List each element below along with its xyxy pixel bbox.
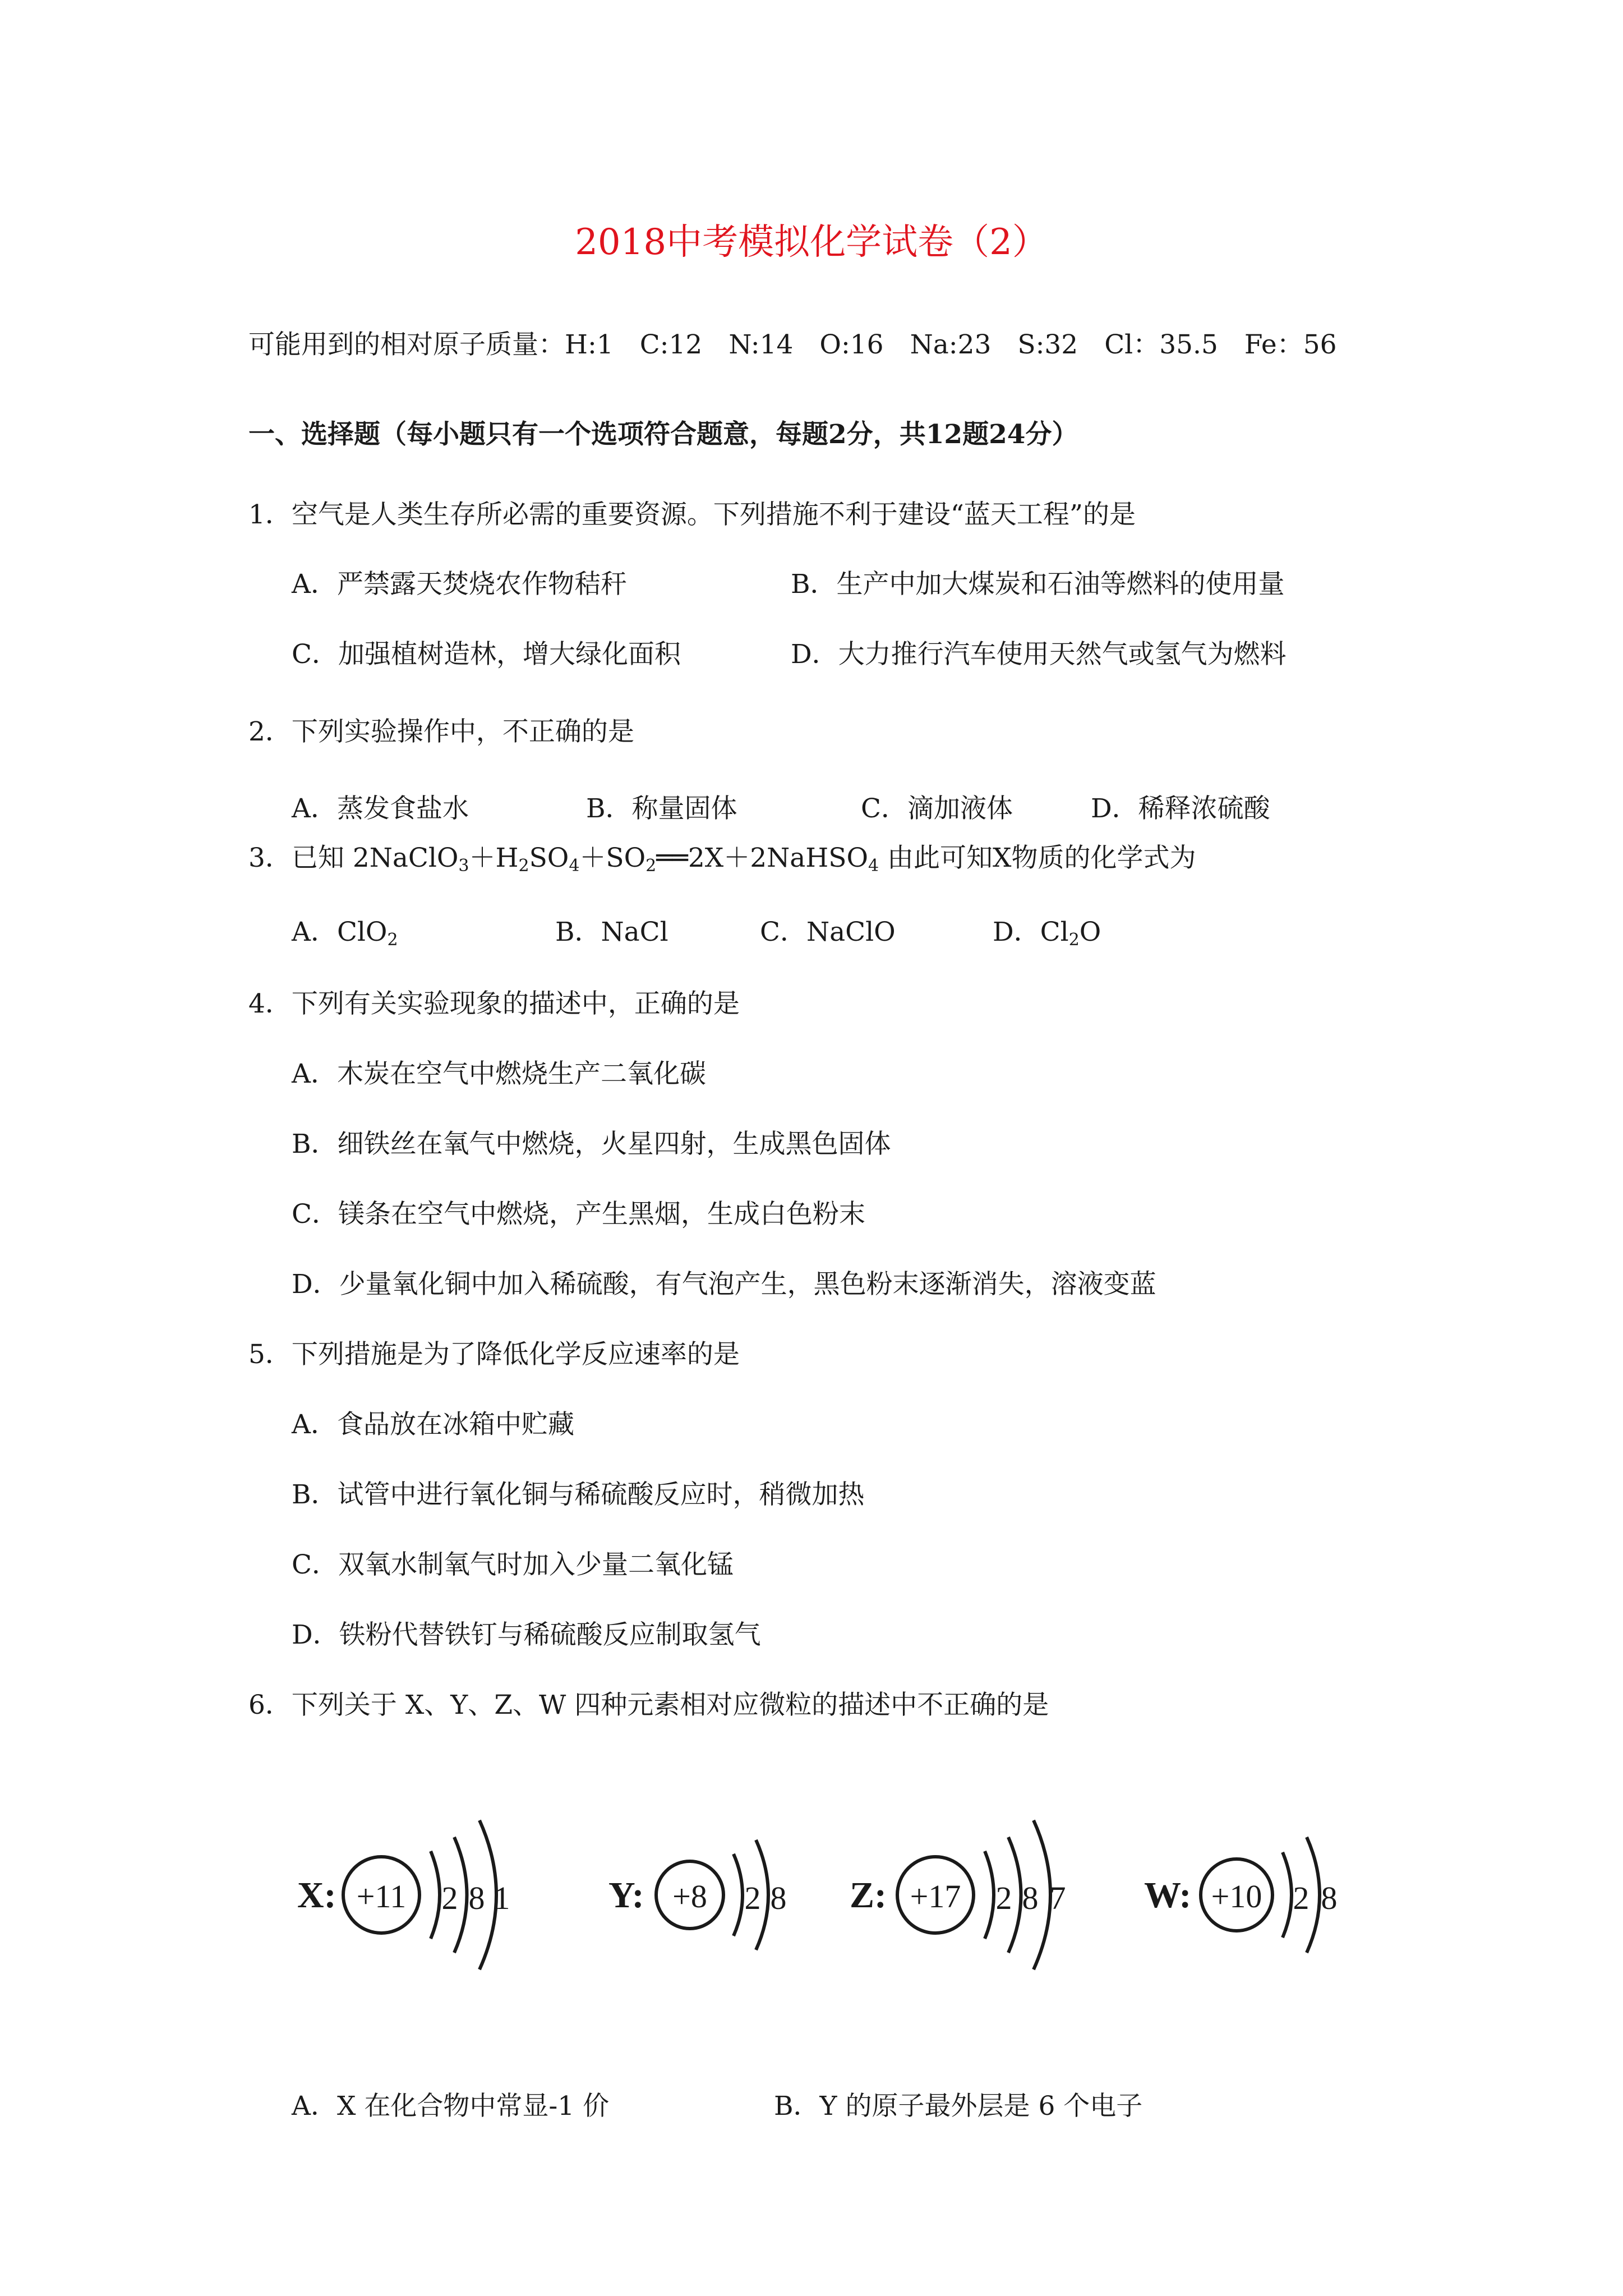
q4-option-c: C．镁条在空气中燃烧，产生黑烟，生成白色粉末: [292, 1199, 865, 1230]
particle-x-shell-2-count: 8: [468, 1880, 485, 1916]
particle-y-diagram: [608, 1840, 787, 1950]
question-6-stem: 6．下列关于 X、Y、Z、W 四种元素相对应微粒的描述中不正确的是: [248, 1690, 1049, 1720]
particle-z-shell-2-count: 8: [1022, 1880, 1039, 1916]
q3-option-c: C．NaClO: [760, 917, 896, 947]
q3-option-a: A．ClO$_2$: [292, 917, 398, 950]
q3-option-b: B．NaCl: [555, 917, 668, 947]
particle-x-shell-arc-1: [431, 1851, 440, 1939]
q5-option-c: C．双氧水制氧气时加入少量二氧化锰: [292, 1549, 734, 1580]
particle-w-nucleus-charge: +10: [1211, 1878, 1262, 1915]
particle-z-nucleus-charge: +17: [910, 1878, 961, 1915]
particle-y-shell-1-count: 2: [744, 1880, 761, 1916]
particle-z-diagram: [850, 1820, 1066, 1970]
q6-option-b: B．Y 的原子最外层是 6 个电子: [774, 2091, 1143, 2122]
particle-y-label: Y:: [608, 1875, 644, 1916]
q4-option-a: A．木炭在空气中燃烧生产二氧化碳: [292, 1059, 706, 1089]
particle-x-label: X:: [297, 1875, 336, 1916]
particle-w-diagram: [1144, 1837, 1338, 1953]
particle-z-label: Z:: [850, 1875, 887, 1916]
particle-z-shell-3-count: 7: [1049, 1880, 1066, 1916]
atomic-structure-diagrams: [297, 1795, 1363, 1986]
section-heading: 一、选择题（每小题只有一个选项符合题意，每题2分，共12题24分）: [248, 419, 1078, 450]
particle-x-diagram: [297, 1820, 510, 1970]
q2-option-b: B．称量固体: [586, 793, 737, 824]
particle-w-shell-1-count: 2: [1293, 1880, 1310, 1916]
q1-option-b: B．生产中加大煤炭和石油等燃料的使用量: [791, 569, 1285, 600]
particle-y-shell-2-count: 8: [770, 1880, 787, 1916]
atomic-masses: 可能用到的相对原子质量：H:1 C:12 N:14 O:16 Na:23 S:32 Cl：35.5 Fe：56: [248, 329, 1337, 360]
q6-option-a: A．X 在化合物中常显-1 价: [292, 2091, 610, 2122]
question-3-stem: 3．已知 $2NaClO_3+H_2SO_4+SO_2══2X+2NaHSO_4$ 由此可知X物质的化学式为: [248, 843, 1196, 876]
question-5-stem: 5．下列措施是为了降低化学反应速率的是: [248, 1339, 740, 1370]
particle-y-nucleus-charge: +8: [672, 1878, 707, 1915]
q2-option-a: A．蒸发食盐水: [292, 793, 469, 824]
particle-w-shell-2-count: 8: [1321, 1880, 1338, 1916]
particle-z-shell-1-count: 2: [995, 1880, 1012, 1916]
question-4-stem: 4．下列有关实验现象的描述中，正确的是: [248, 988, 740, 1019]
q4-option-b: B．细铁丝在氧气中燃烧，火星四射，生成黑色固体: [292, 1129, 891, 1159]
particle-z-shell-arc-1: [985, 1851, 994, 1939]
q5-option-b: B．试管中进行氧化铜与稀硫酸反应时，稍微加热: [292, 1479, 865, 1510]
q1-option-c: C．加强植树造林，增大绿化面积: [292, 639, 681, 670]
q3-option-d: D．$Cl_2O$: [993, 917, 1101, 950]
particle-w-label: W:: [1144, 1875, 1192, 1916]
particle-x-nucleus-charge: +11: [356, 1878, 407, 1915]
particle-x-shell-3-count: 1: [494, 1880, 510, 1916]
particle-w-shell-arc-1: [1283, 1852, 1292, 1938]
q2-option-d: D．稀释浓硫酸: [1091, 793, 1270, 824]
q1-option-d: D．大力推行汽车使用天然气或氢气为燃料: [791, 639, 1287, 670]
page-title: 2018中考模拟化学试卷（2）: [575, 222, 1048, 263]
q5-option-d: D．铁粉代替铁钉与稀硫酸反应制取氢气: [292, 1619, 761, 1650]
particle-y-shell-arc-1: [734, 1854, 743, 1936]
q2-option-c: C．滴加液体: [861, 793, 1013, 824]
particle-x-shell-1-count: 2: [441, 1880, 458, 1916]
q5-option-a: A．食品放在冰箱中贮藏: [292, 1409, 574, 1440]
question-1-stem: 1．空气是人类生存所必需的重要资源。下列措施不利于建设“蓝天工程”的是: [248, 499, 1136, 530]
q4-option-d: D．少量氧化铜中加入稀硫酸，有气泡产生，黑色粉末逐渐消失，溶液变蓝: [292, 1269, 1156, 1300]
q1-option-a: A．严禁露天焚烧农作物秸秆: [292, 569, 627, 600]
question-2-stem: 2．下列实验操作中，不正确的是: [248, 716, 634, 747]
